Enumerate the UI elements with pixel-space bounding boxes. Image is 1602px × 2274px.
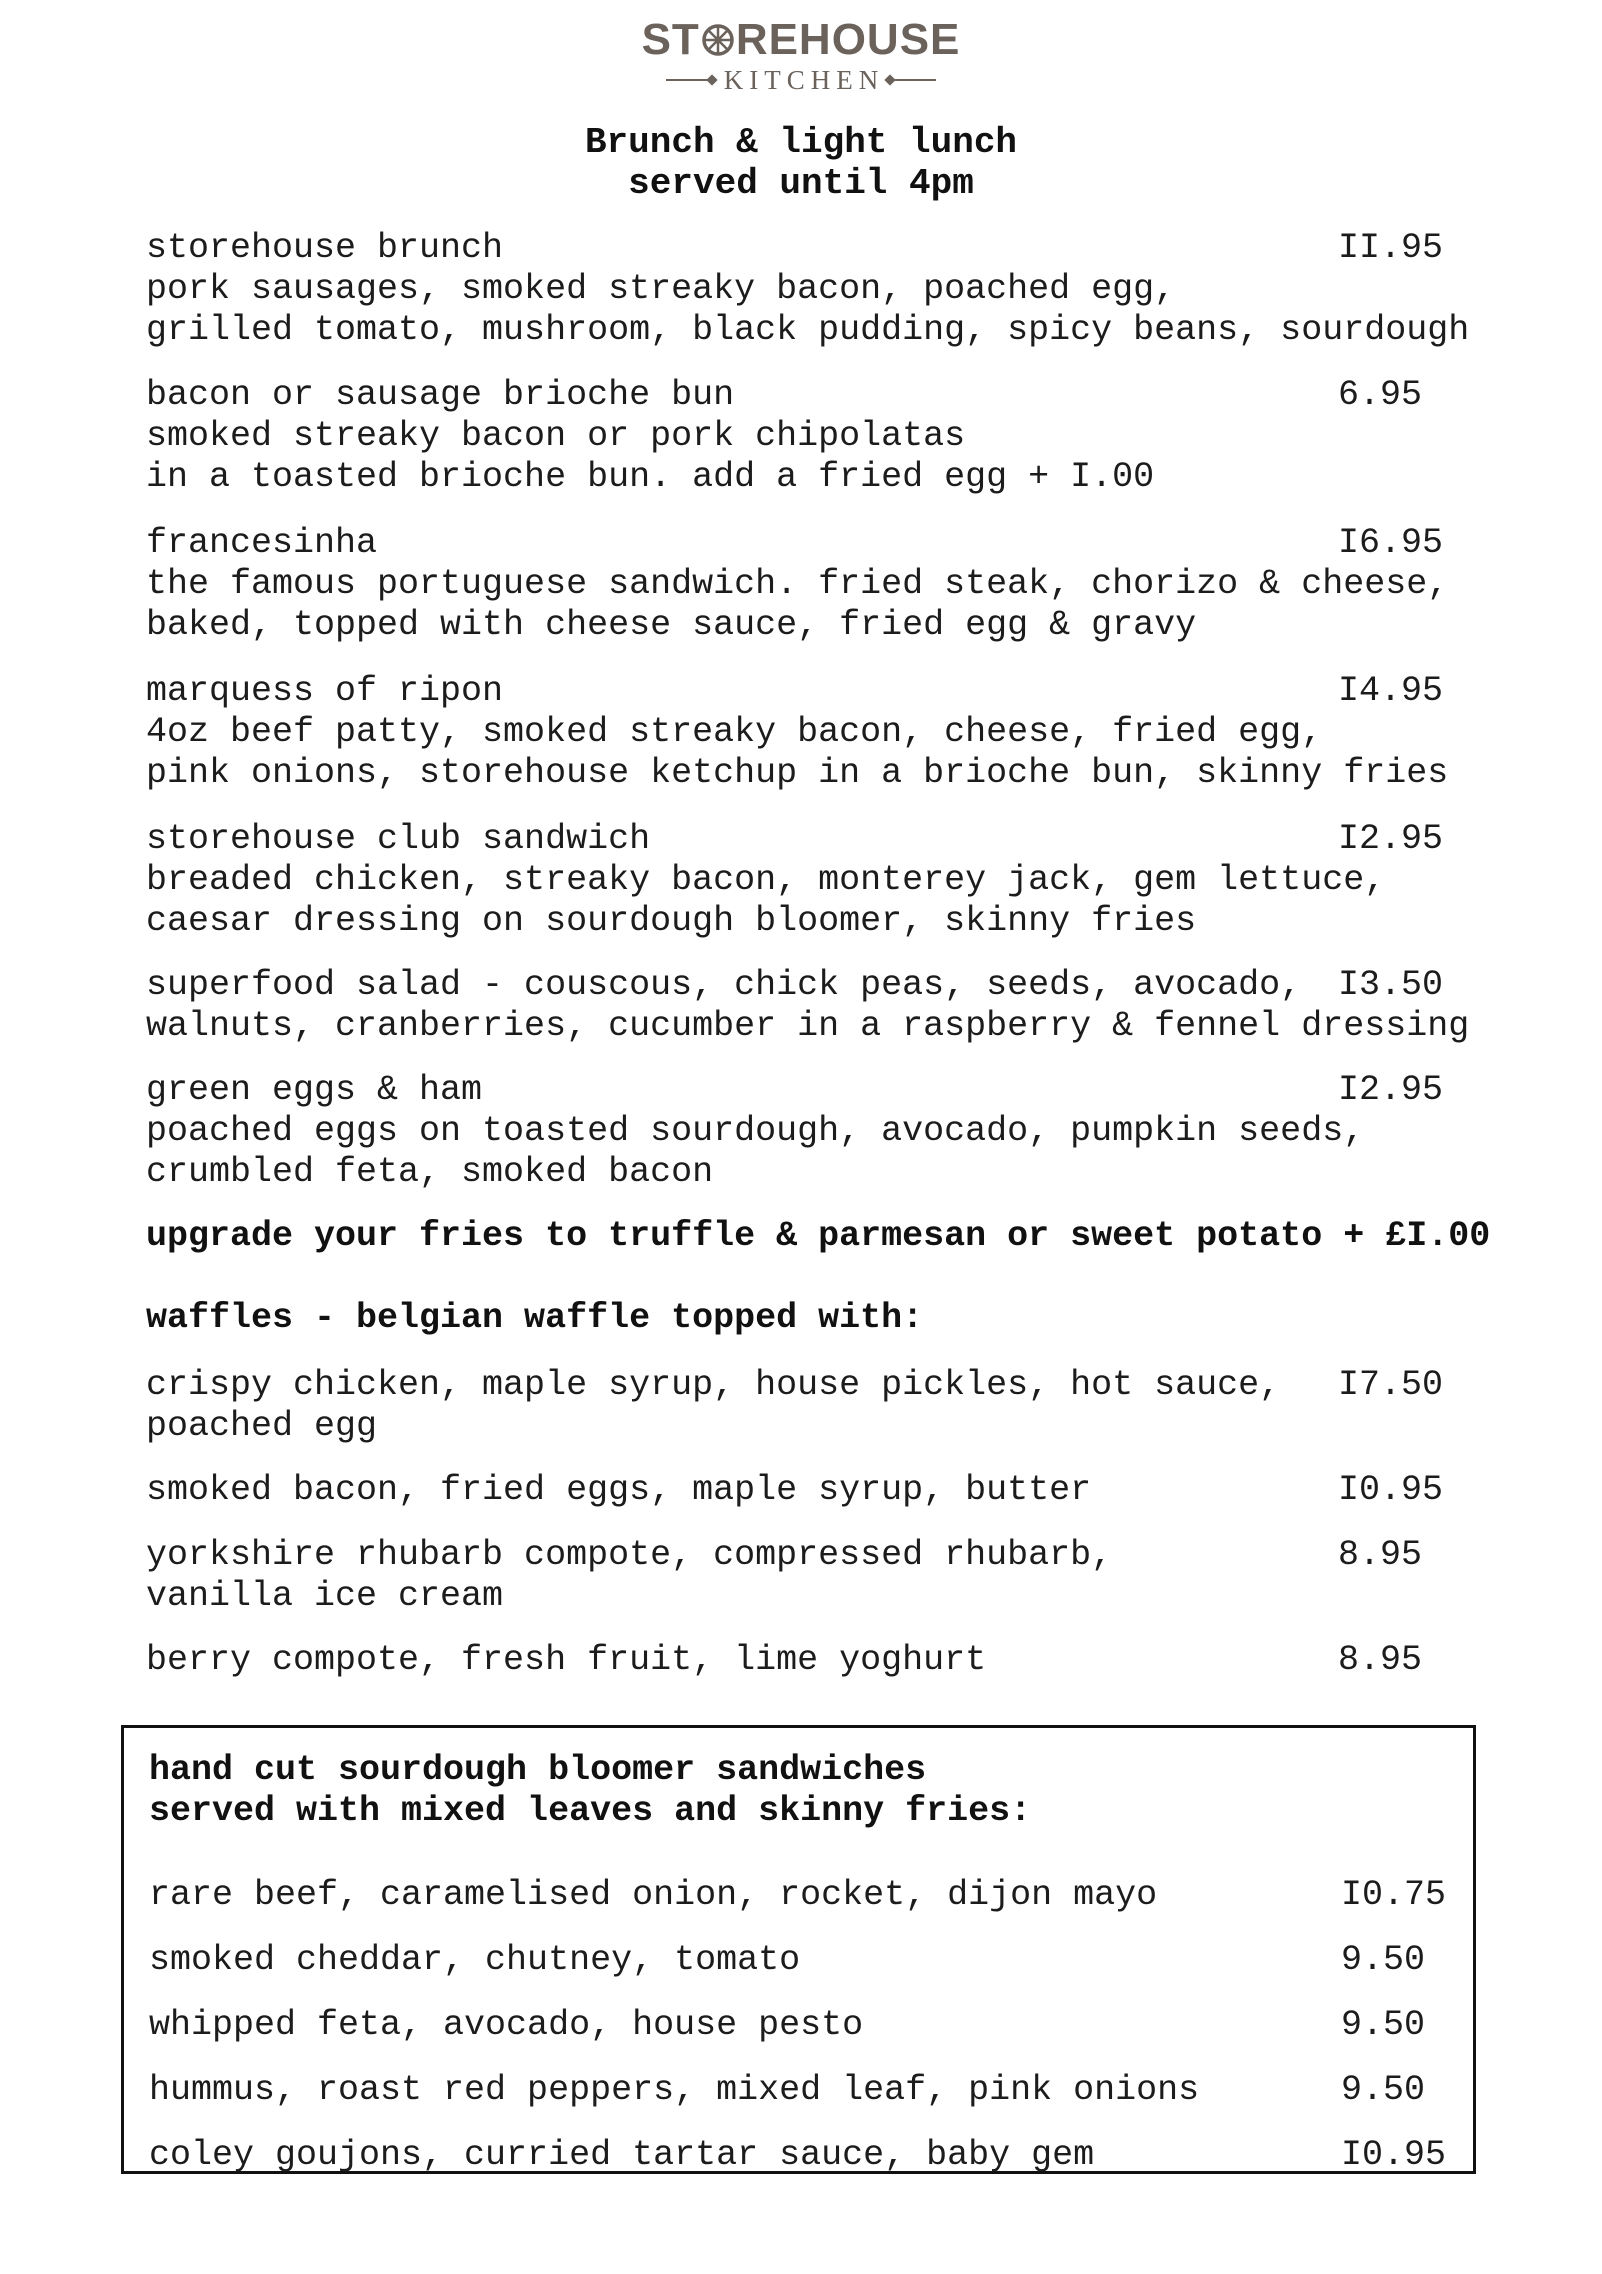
menu-item-name: marquess of ripon [146,671,504,711]
sandwich-item [149,1940,1469,1981]
logo-subtitle: KITCHEN [723,65,885,95]
menu-item-price: I3.50 [1338,965,1444,1005]
sandwiches-heading-line2: served with mixed leaves and skinny fries: [149,1791,1032,1831]
menu-item-desc: baked, topped with cheese sauce, fried egg & gravy [146,605,1197,645]
sandwich-item-price: 9.50 [1341,2070,1426,2110]
menu-item-desc: smoked streaky bacon or pork chipolatas [146,416,966,456]
menu-item [146,228,1469,351]
menu-item-price: I2.95 [1338,819,1444,859]
waffle-item-text: poached egg [146,1406,378,1446]
menu-item-name: francesinha [146,523,378,563]
sandwich-item-name: smoked cheddar, chutney, tomato [149,1940,801,1980]
waffle-item-price: 8.95 [1338,1535,1423,1575]
menu-item-desc: pork sausages, smoked streaky bacon, poached egg, [146,269,1176,309]
sandwich-item-price: I0.75 [1341,1875,1447,1915]
waffle-item-price: I7.50 [1338,1365,1444,1405]
menu-item [146,671,1448,794]
logo-word-end: REHOUSE [735,15,961,64]
waffle-item-text: crispy chicken, maple syrup, house pickles, hot sauce, [146,1365,1281,1405]
waffle-item [146,1365,1444,1447]
menu-item-name: storehouse brunch [146,228,504,268]
waffle-item [146,1640,1423,1681]
waffle-item-text: berry compote, fresh fruit, lime yoghurt [146,1640,987,1680]
menu-item-desc: caesar dressing on sourdough bloomer, skinny fries [146,901,1197,941]
menu-item-desc: poached eggs on toasted sourdough, avocado, pumpkin seeds, [146,1111,1365,1151]
menu-item [146,375,1423,498]
sandwich-item-name: whipped feta, avocado, house pesto [149,2005,864,2045]
menu-item-name: bacon or sausage brioche bun [146,375,735,415]
menu-item-desc: pink onions, storehouse ketchup in a brioche bun, skinny fries [146,753,1449,793]
menu-item [146,965,1469,1047]
sandwich-item [149,2070,1469,2111]
menu-item-price: 6.95 [1338,375,1423,415]
waffle-item [146,1470,1444,1511]
logo-rule-left [666,79,716,81]
sandwich-item [149,2135,1469,2176]
sandwich-item [149,1875,1469,1916]
menu-item-price: I4.95 [1338,671,1444,711]
sandwiches-heading-line1: hand cut sourdough bloomer sandwiches [149,1750,927,1790]
menu-title [0,122,1602,204]
menu-item-name: storehouse club sandwich [146,819,651,859]
menu-item [146,1070,1444,1193]
sandwich-item-name: coley goujons, curried tartar sauce, baby gem [149,2135,1095,2175]
waffle-item-text: yorkshire rhubarb compote, compressed rhubarb, [146,1535,1113,1575]
sandwich-item-price: I0.95 [1341,2135,1447,2175]
waffles-heading: waffles - belgian waffle topped with: [146,1298,924,1338]
logo-subtitle-row [0,65,1602,95]
logo-rule-right [886,79,936,81]
waffle-item [146,1535,1423,1617]
menu-item-price: I2.95 [1338,1070,1444,1110]
waffle-item-text: vanilla ice cream [146,1576,504,1616]
sandwich-item-name: rare beef, caramelised onion, rocket, dijon mayo [149,1875,1158,1915]
menu-title-line2: served until 4pm [628,163,974,204]
logo [0,14,1602,95]
menu-item [146,523,1448,646]
sandwich-item-price: 9.50 [1341,2005,1426,2045]
menu-item [146,819,1444,942]
waffle-item-price: I0.95 [1338,1470,1444,1510]
menu-item-desc: walnuts, cranberries, cucumber in a raspberry & fennel dressing [146,1006,1470,1046]
sandwich-item [149,2005,1469,2046]
sandwich-item-price: 9.50 [1341,1940,1426,1980]
waffle-item-text: smoked bacon, fried eggs, maple syrup, butter [146,1470,1092,1510]
menu-item-price: I6.95 [1338,523,1444,563]
logo-word-start: ST [641,15,700,64]
menu-item-price: II.95 [1338,228,1444,268]
menu-item-name: superfood salad - couscous, chick peas, seeds, avocado, [146,965,1302,1005]
menu-item-desc: breaded chicken, streaky bacon, monterey jack, gem lettuce, [146,860,1386,900]
menu-item-desc: 4oz beef patty, smoked streaky bacon, cheese, fried egg, [146,712,1323,752]
menu-item-desc: in a toasted brioche bun. add a fried egg + I.00 [146,457,1155,497]
wheel-icon [701,23,735,57]
waffle-item-price: 8.95 [1338,1640,1423,1680]
sandwiches-content [149,1750,1469,2175]
menu-item-desc: the famous portuguese sandwich. fried steak, chorizo & cheese, [146,564,1449,604]
menu-item-desc: crumbled feta, smoked bacon [146,1152,714,1192]
upgrade-note: upgrade your fries to truffle & parmesan or sweet potato + £I.00 [146,1216,1491,1256]
menu-item-name: green eggs & ham [146,1070,483,1110]
sandwich-item-name: hummus, roast red peppers, mixed leaf, pink onions [149,2070,1200,2110]
menu-title-line1: Brunch & light lunch [584,122,1018,163]
logo-wordmark [642,14,961,66]
sandwiches-box [121,1725,1476,2174]
menu-item-desc: grilled tomato, mushroom, black pudding, spicy beans, sourdough [146,310,1470,350]
